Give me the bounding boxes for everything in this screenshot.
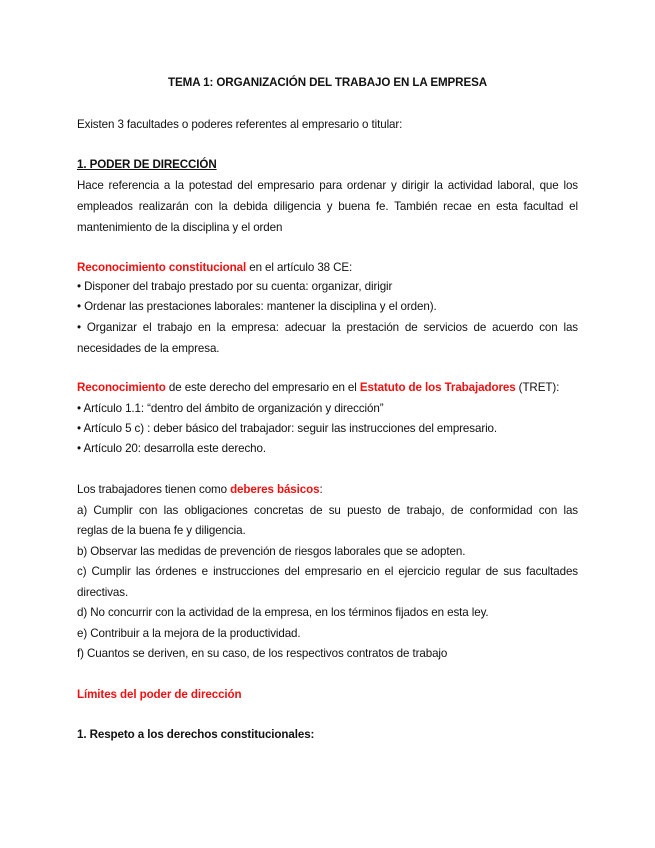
duties-heading (77, 482, 578, 498)
paragraph-line: mantenimiento de la disciplina y el orden (77, 221, 283, 234)
bullet-item: • Organizar el trabajo en la empresa: adecuar la prestación de servicios de acuerdo con las (77, 321, 578, 334)
limits-subheading: 1. Respeto a los derechos constitucionales: (77, 728, 315, 741)
duty-item: c) Cumplir las órdenes e instrucciones del empresario en el ejercicio regular de sus facultades (77, 565, 578, 578)
duty-item: b) Observar las medidas de prevención de riesgos laborales que se adopten. (77, 545, 466, 558)
duty-item: e) Contribuir a la mejora de la productividad. (77, 627, 301, 640)
section-heading-poder-direccion: 1. PODER DE DIRECCIÓN (77, 158, 217, 171)
duty-continuation: reglas de la buena fe y diligencia. (77, 524, 246, 537)
statute-end: (TRET): (515, 381, 560, 394)
paragraph-line: empleados realizarán con la debida diligencia y buena fe. También recae en esta facultad el (77, 200, 578, 213)
constitutional-rest: en el artículo 38 CE: (246, 261, 353, 274)
bullet-item: • Artículo 20: desarrolla este derecho. (77, 442, 266, 455)
duty-item: f) Cuantos se deriven, en su caso, de los respectivos contratos de trabajo (77, 647, 448, 660)
statute-label-reconocimiento: Reconocimiento (77, 381, 166, 394)
bullet-continuation: necesidades de la empresa. (77, 342, 220, 355)
duty-continuation: directivas. (77, 586, 129, 599)
constitutional-heading (77, 260, 578, 276)
intro-text: Existen 3 facultades o poderes referentes al empresario o titular: (77, 118, 403, 131)
limits-heading: Límites del poder de dirección (77, 688, 242, 701)
bullet-item: • Disponer del trabajo prestado por su cuenta: organizar, dirigir (77, 280, 393, 293)
statute-heading (77, 380, 578, 396)
paragraph-line: Hace referencia a la potestad del empresario para ordenar y dirigir la actividad laboral, que los (77, 179, 578, 192)
document-title: TEMA 1: ORGANIZACIÓN DEL TRABAJO EN LA EMPRESA (168, 76, 487, 89)
statute-mid: de este derecho del empresario en el (165, 381, 360, 394)
duties-intro: Los trabajadores tienen como (77, 483, 231, 496)
bullet-item: • Artículo 5 c) : deber básico del trabajador: seguir las instrucciones del empresario. (77, 422, 498, 435)
statute-label-estatuto: Estatuto de los Trabajadores (359, 381, 516, 394)
duty-item: a) Cumplir con las obligaciones concretas de su puesto de trabajo, de conformidad con las (77, 504, 578, 517)
duty-item: d) No concurrir con la actividad de la empresa, en los términos fijados en esta ley. (77, 606, 489, 619)
constitutional-label: Reconocimiento constitucional (77, 261, 247, 274)
duties-colon: : (319, 483, 323, 496)
bullet-item: • Ordenar las prestaciones laborales: mantener la disciplina y el orden). (77, 300, 437, 313)
bullet-item: • Artículo 1.1: “dentro del ámbito de organización y dirección” (77, 402, 384, 415)
duties-label: deberes básicos (230, 483, 320, 496)
